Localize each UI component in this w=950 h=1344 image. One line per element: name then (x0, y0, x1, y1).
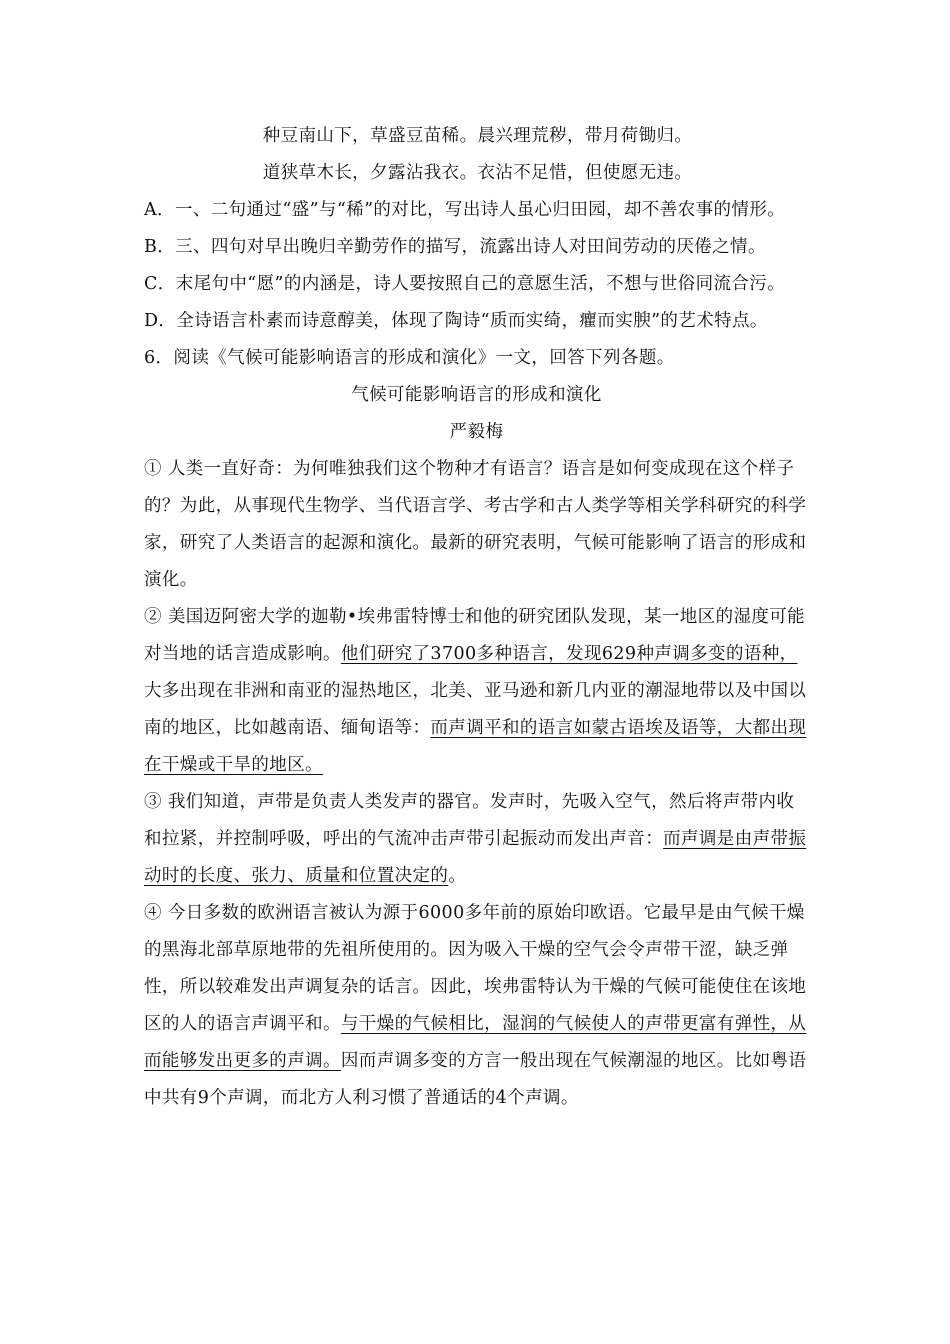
paragraph-2-text-b: 大多出现在非洲和南亚的湿热地区，北美、亚马逊和新几内亚的潮湿地带以及中国以南的地区，比如越南语、缅甸语等： (144, 681, 807, 738)
poem-line-1: 种豆南山下，草盛豆苗稀。晨兴理荒秽，带月荷锄归。 (262, 126, 693, 146)
option-d: D．全诗语言朴素而诗意醇美，体现了陶诗“质而实绮，癯而实腴”的艺术特点。 (144, 311, 768, 331)
paragraph-4-underline: 与干燥的气候相比，湿润的气候使人的声带更富有弹性，从而能够发出更多的声调。 (144, 1014, 807, 1071)
document-page (144, 118, 809, 1117)
paragraph-2 (144, 599, 809, 784)
option-a: A．一、二句通过“盛”与“稀”的对比，写出诗人虽心归田园，却不善农事的情形。 (144, 200, 786, 220)
paragraph-2-underline-2: 而声调平和的语言如蒙古语埃及语等，大都出现在干燥或干旱的地区。 (144, 718, 807, 775)
paragraph-1: ① 人类一直好奇：为何唯独我们这个物种才有语言？语言是如何变成现在这个样子的？为此，从事现代生物学、当代语言学、考古学和古人类学等相关学科研究的科学家，研究了人类语言的起源和演化。最新的研究表明，气候可能影响了语言的形成和演化。 (144, 459, 807, 590)
paragraph-2-underline-1: 他们研究了3700多种语言，发现629种声调多变的语种， (340, 644, 798, 664)
paragraph-3-text-a: ③ 我们知道，声带是负责人类发声的器官。发声时，先吸入空气，然后将声带内收和拉紧，并控制呼吸，呼出的气流冲击声带引起振动而发出声音： (144, 792, 795, 849)
article-author: 严毅梅 (449, 422, 504, 442)
paragraph-4-text-b: 因而声调多变的方言一般出现在气候潮湿的地区。比如粤语中共有9个声调，而北方人利习惯了普通话的4个声调。 (144, 1051, 807, 1108)
poem-line-2: 道狭草木长，夕露沾我衣。衣沾不足惜，但使愿无违。 (262, 163, 693, 183)
paragraph-4 (144, 895, 809, 1117)
option-b: B．三、四句对早出晚归辛勤劳作的描写，流露出诗人对田间劳动的厌倦之情。 (144, 237, 766, 257)
paragraph-3-end: 。 (448, 866, 467, 886)
option-c: C．末尾句中“愿”的内涵是，诗人要按照自己的意愿生活，不想与世俗同流合污。 (144, 274, 786, 294)
paragraph-3 (144, 784, 809, 895)
paragraph-2-text-a: ② 美国迈阿密大学的迦勒•埃弗雷特博士和他的研究团队发现，某一地区的湿度可能对当地的话言造成影响。 (144, 607, 806, 664)
article-title: 气候可能影响语言的形成和演化 (351, 385, 602, 405)
paragraph-4-text-a: ④ 今日多数的欧洲语言被认为源于6000多年前的原始印欧语。它最早是由气候干燥的黑海北部草原地带的先祖所使用的。因为吸入干燥的空气会令声带干涩，缺乏弹性，所以较难发出声调复杂的话言。因此，埃弗雷特认为干燥的气候可能使住在该地区的人的语言声调平和。 (144, 903, 807, 1034)
question-6: 6．阅读《气候可能影响语言的形成和演化》一文，回答下列各题。 (144, 348, 675, 368)
paragraph-3-underline: 而声调是由声带振动时的长度、张力、质量和位置决定的 (144, 829, 807, 886)
